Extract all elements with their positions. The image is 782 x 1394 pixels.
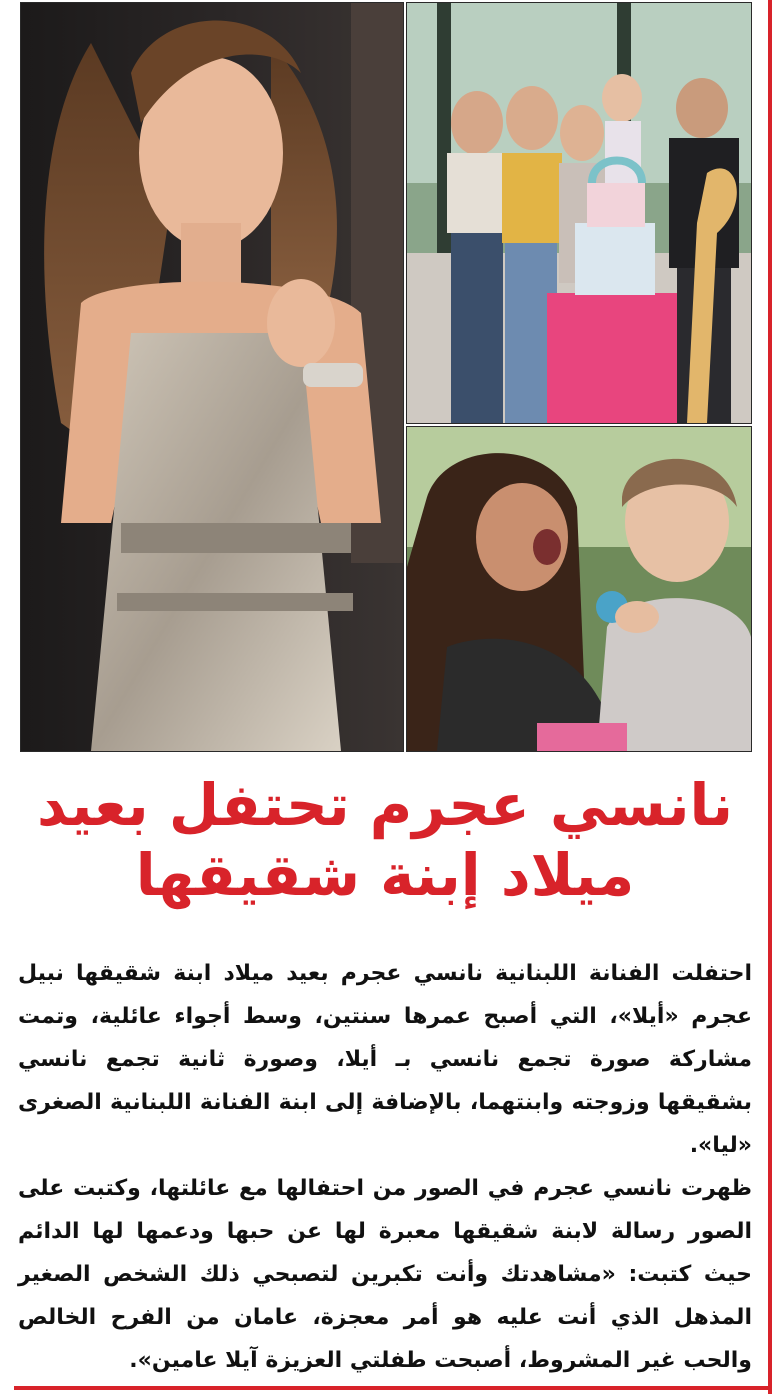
article-headline: [20, 770, 750, 910]
headline-line-1: نانسي عجرم تحتفل بعيد: [36, 771, 734, 839]
family-birthday-photo: [406, 2, 752, 424]
article-body: [18, 952, 752, 1382]
portrait-photo: [20, 2, 404, 752]
headline-line-2: ميلاد إبنة شقيقها: [135, 841, 635, 909]
article-paragraph-2: ظهرت نانسي عجرم في الصور من احتفالها مع عائلتها، وكتبت على الصور رسالة لابنة شقيقها معبرة لها عن حبها ودعمها لها الدائم حيث كتبت: «مشاهدتك وأنت تكبرين لتصبحي ذلك الشخص الصغير المذهل الذي أنت عليه هو أمر معجزة، عامان من الفرح الخالص والحب غير المشروط، أصبحت طفلتي العزيزة آيلا عامين».: [18, 1176, 752, 1373]
article-paragraph-1: احتفلت الفنانة اللبنانية نانسي عجرم بعيد ميلاد ابنة شقيقها نبيل عجرم «أيلا»، التي أصبح عمرها سنتين، وسط أجواء عائلية، وتمت مشاركة صورة تجمع نانسي بـ أيلا، وصورة ثانية تجمع نانسي بشقيقها وزوجته وابنتهما، بالإضافة إلى ابنة الفنانة اللبنانية الصغرى «ليا».: [18, 961, 752, 1158]
bottom-accent-rule: [14, 1386, 772, 1390]
aunt-and-niece-photo: [406, 426, 752, 752]
right-accent-rule: [768, 0, 772, 1394]
